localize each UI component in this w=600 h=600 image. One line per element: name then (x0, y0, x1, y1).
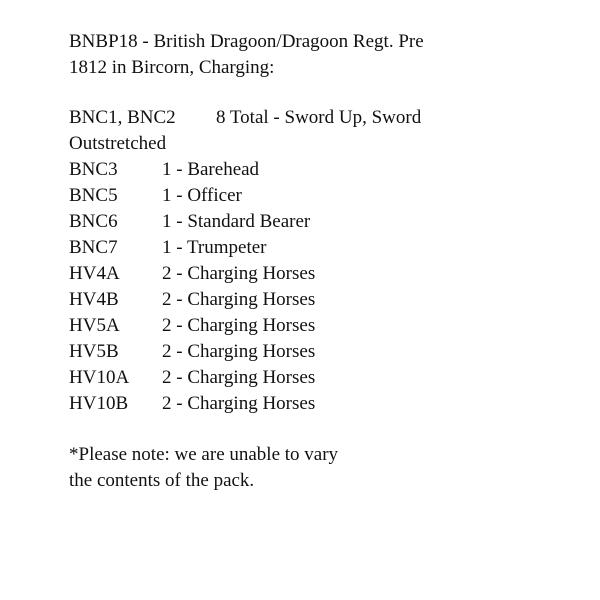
item-description: 2 - Charging Horses (162, 315, 316, 336)
item-code: HV10B (69, 393, 129, 414)
note-line-2: the contents of the pack. (69, 470, 255, 491)
item-code: HV5A (69, 315, 120, 336)
pack-title-line-1: BNBP18 - British Dragoon/Dragoon Regt. Pre (69, 31, 424, 52)
item-description: 2 - Charging Horses (162, 393, 316, 414)
item-description: 2 - Charging Horses (162, 367, 316, 388)
item-description: 2 - Charging Horses (162, 341, 316, 362)
item-description: 1 - Standard Bearer (162, 211, 311, 232)
item-code: HV4B (69, 289, 119, 310)
item-code: HV5B (69, 341, 119, 362)
item-description: 1 - Trumpeter (162, 237, 267, 258)
item-code: BNC3 (69, 159, 118, 180)
item-code: BNC1, BNC2 (69, 107, 176, 128)
item-description: 2 - Charging Horses (162, 289, 316, 310)
note-line-1: *Please note: we are unable to vary (69, 444, 339, 465)
item-code: HV4A (69, 263, 120, 284)
item-code: BNC5 (69, 185, 118, 206)
item-description: 1 - Officer (162, 185, 242, 206)
item-code: BNC6 (69, 211, 118, 232)
pack-title-line-2: 1812 in Bircorn, Charging: (69, 57, 275, 78)
item-description: 1 - Barehead (162, 159, 260, 180)
item-code: Outstretched (69, 133, 167, 154)
item-description: 8 Total - Sword Up, Sword (216, 107, 422, 128)
item-code: HV10A (69, 367, 130, 388)
item-description: 2 - Charging Horses (162, 263, 316, 284)
item-code: BNC7 (69, 237, 118, 258)
